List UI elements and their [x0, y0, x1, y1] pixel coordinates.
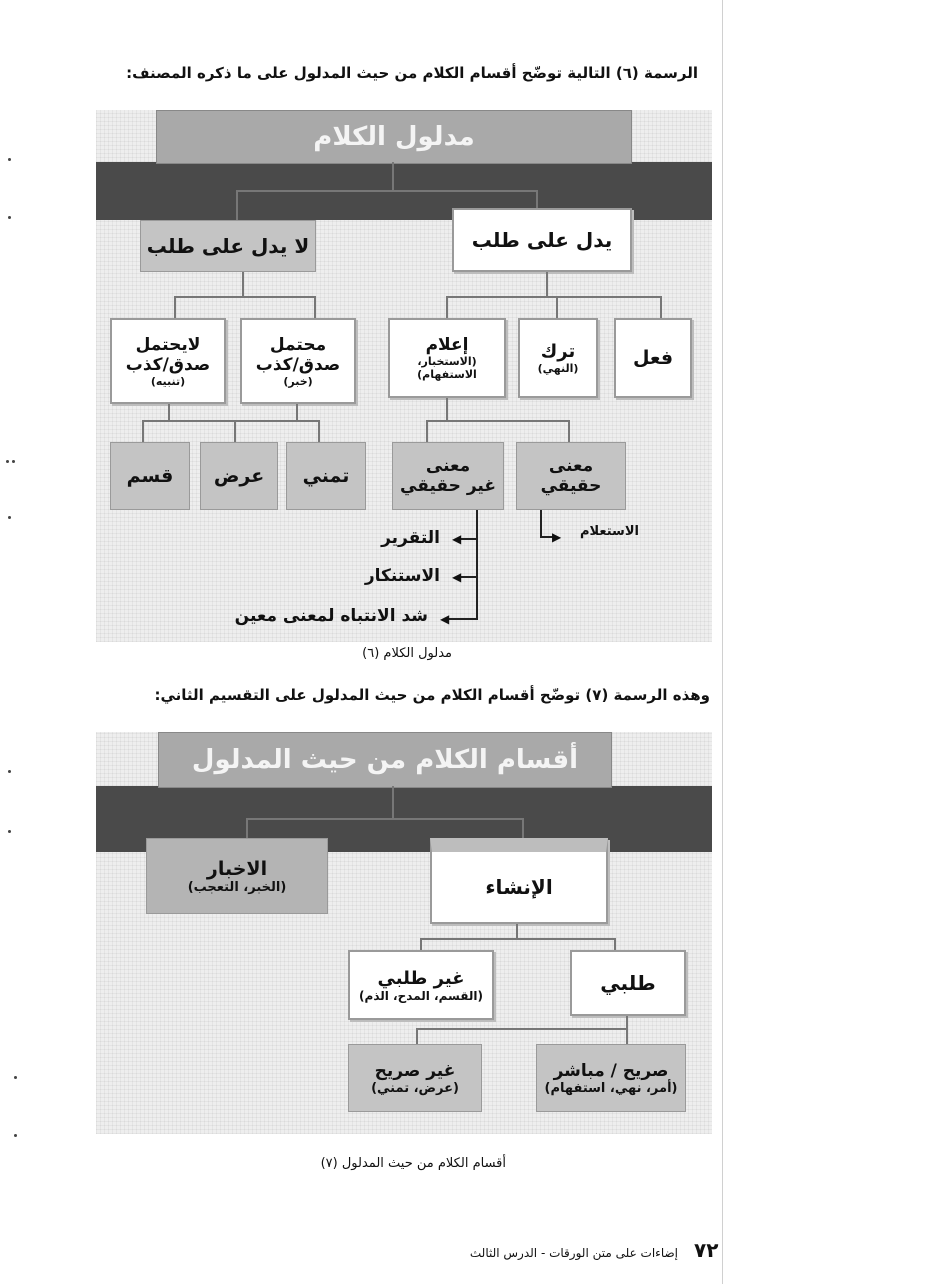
- connector: [318, 420, 320, 442]
- diagram-2-caption: أقسام الكلام من حيث المدلول (٧): [320, 1156, 506, 1171]
- figurative-meaning-box: [392, 442, 504, 510]
- action-label: فعل: [632, 347, 674, 369]
- connector: [446, 296, 448, 318]
- connector: [314, 296, 316, 318]
- connector: [536, 190, 538, 210]
- literal-meaning-line-2: حقيقي: [540, 476, 602, 496]
- istinkar-label: الاستنكار: [364, 566, 440, 586]
- connector: [174, 296, 176, 318]
- talabi-label: طلبي: [600, 971, 656, 995]
- cannot-bear-line-1: لايحتمل: [135, 334, 201, 355]
- connector: [174, 296, 316, 298]
- cannot-bear-line-2: صدق/كذب: [125, 354, 211, 375]
- margin-mark: [8, 516, 11, 519]
- connector: [660, 296, 662, 318]
- literal-meaning-line-1: معنى: [548, 456, 594, 476]
- connector: [242, 272, 244, 298]
- ghayr-talabi-line-1: غير طلبي: [377, 967, 465, 989]
- margin-mark: [12, 460, 15, 463]
- action-box: [614, 318, 692, 398]
- connector: [142, 420, 320, 422]
- arrow-shaft: [448, 618, 478, 620]
- connector: [626, 1028, 628, 1044]
- branch-request-label: يدل على طلب: [471, 228, 613, 252]
- connector: [246, 818, 248, 838]
- margin-mark: [8, 770, 11, 773]
- sarih-box: [536, 1044, 686, 1112]
- insha-label: الإنشاء: [485, 875, 553, 899]
- informing-box: [388, 318, 506, 398]
- margin-mark: [6, 460, 9, 463]
- sarih-line-2: (أمر، نهي، استفهام): [544, 1080, 678, 1096]
- connector: [556, 296, 558, 318]
- informing-line-2: (الاستخبار، الاستفهام): [417, 355, 477, 381]
- cannot-bear-line-3: (تنبيه): [150, 374, 186, 388]
- ghayr-talabi-line-2: (القسم، المدح، الذم): [359, 988, 483, 1003]
- informing-line-1: إعلام: [425, 335, 469, 355]
- ikhbar-box: [146, 838, 328, 914]
- connector: [568, 420, 570, 442]
- connector: [168, 404, 170, 420]
- intro-paragraph-2: وهذه الرسمة (٧) توضّح أقسام الكلام من حيث المدلول على التقسيم الثاني:: [154, 686, 710, 704]
- ghayr-sarih-box: [348, 1044, 482, 1112]
- column-rule: [722, 0, 723, 1284]
- leaving-line-1: ترك: [540, 341, 576, 362]
- talabi-box: [570, 950, 686, 1016]
- ikhbar-line-1: الاخبار: [206, 857, 268, 880]
- sarih-line-1: صريح / مباشر: [553, 1060, 669, 1081]
- connector: [446, 296, 662, 298]
- connector: [546, 272, 548, 298]
- connector: [416, 1028, 418, 1044]
- arrow-head-icon: ◀: [452, 532, 462, 546]
- arrow-stem: [476, 510, 478, 620]
- margin-mark: [8, 216, 11, 219]
- arrow-stem: [540, 510, 542, 538]
- arrow-shaft: [460, 576, 478, 578]
- wish-box: [286, 442, 366, 510]
- literal-meaning-box: [516, 442, 626, 510]
- connector: [392, 162, 394, 192]
- branch-no-request-label: لا يدل على طلب: [146, 234, 310, 258]
- cannot-bear-box: [110, 318, 226, 404]
- connector: [296, 404, 298, 420]
- figurative-meaning-line-2: غير حقيقي: [400, 476, 496, 496]
- can-bear-box: [240, 318, 356, 404]
- connector: [420, 938, 616, 940]
- istilam-label: الاستعلام: [580, 524, 639, 539]
- ghayr-sarih-line-2: (عرض، تمني): [371, 1080, 459, 1096]
- margin-mark: [8, 158, 11, 161]
- insha-box: [430, 838, 608, 924]
- can-bear-line-2: صدق/كذب: [255, 354, 341, 375]
- intro-paragraph-1: الرسمة (٦) التالية توضّح أقسام الكلام من حيث المدلول على ما ذكره المصنف:: [126, 64, 698, 82]
- branch-request: [452, 208, 632, 272]
- arrow-head-icon: ▶: [552, 530, 562, 544]
- branch-no-request: [140, 220, 316, 272]
- connector: [522, 818, 524, 838]
- figurative-meaning-line-1: معنى: [425, 456, 471, 476]
- connector: [416, 1028, 628, 1030]
- arrow-head-icon: ◀: [440, 612, 450, 626]
- ghayr-talabi-box: [348, 950, 494, 1020]
- connector: [392, 786, 394, 820]
- connector: [246, 818, 524, 820]
- offer-label: عرض: [213, 465, 265, 487]
- oath-label: قسم: [126, 465, 174, 487]
- can-bear-line-3: (خبر): [283, 374, 313, 388]
- diagram-2: [96, 732, 712, 1134]
- connector: [446, 398, 448, 420]
- connector: [142, 420, 144, 442]
- connector: [234, 420, 236, 442]
- page-number: ٧٢: [694, 1238, 719, 1262]
- connector: [426, 420, 428, 442]
- can-bear-line-1: محتمل: [269, 334, 327, 355]
- taqrir-label: التقرير: [381, 528, 440, 548]
- diagram-1: [96, 110, 712, 642]
- connector: [236, 190, 238, 220]
- diagram-1-caption: مدلول الكلام (٦): [362, 646, 452, 661]
- arrow-shaft: [460, 538, 478, 540]
- ikhbar-line-2: (الخبر، التعجب): [187, 879, 287, 895]
- connector: [236, 190, 536, 192]
- margin-mark: [14, 1076, 17, 1079]
- wish-label: تمني: [302, 465, 350, 487]
- shadd-label: شد الانتباه لمعنى معين: [234, 606, 428, 626]
- margin-mark: [8, 830, 11, 833]
- arrow-head-icon: ◀: [452, 570, 462, 584]
- leaving-box: [518, 318, 598, 398]
- oath-box: [110, 442, 190, 510]
- leaving-line-2: (النهي): [537, 362, 579, 375]
- connector: [426, 420, 570, 422]
- diagram-2-title: أقسام الكلام من حيث المدلول: [158, 732, 612, 788]
- ghayr-sarih-line-1: غير صريح: [374, 1060, 456, 1081]
- margin-mark: [14, 1134, 17, 1137]
- diagram-1-title: مدلول الكلام: [156, 110, 632, 164]
- running-title: إضاءات على متن الورقات - الدرس الثالث: [469, 1246, 678, 1260]
- offer-box: [200, 442, 278, 510]
